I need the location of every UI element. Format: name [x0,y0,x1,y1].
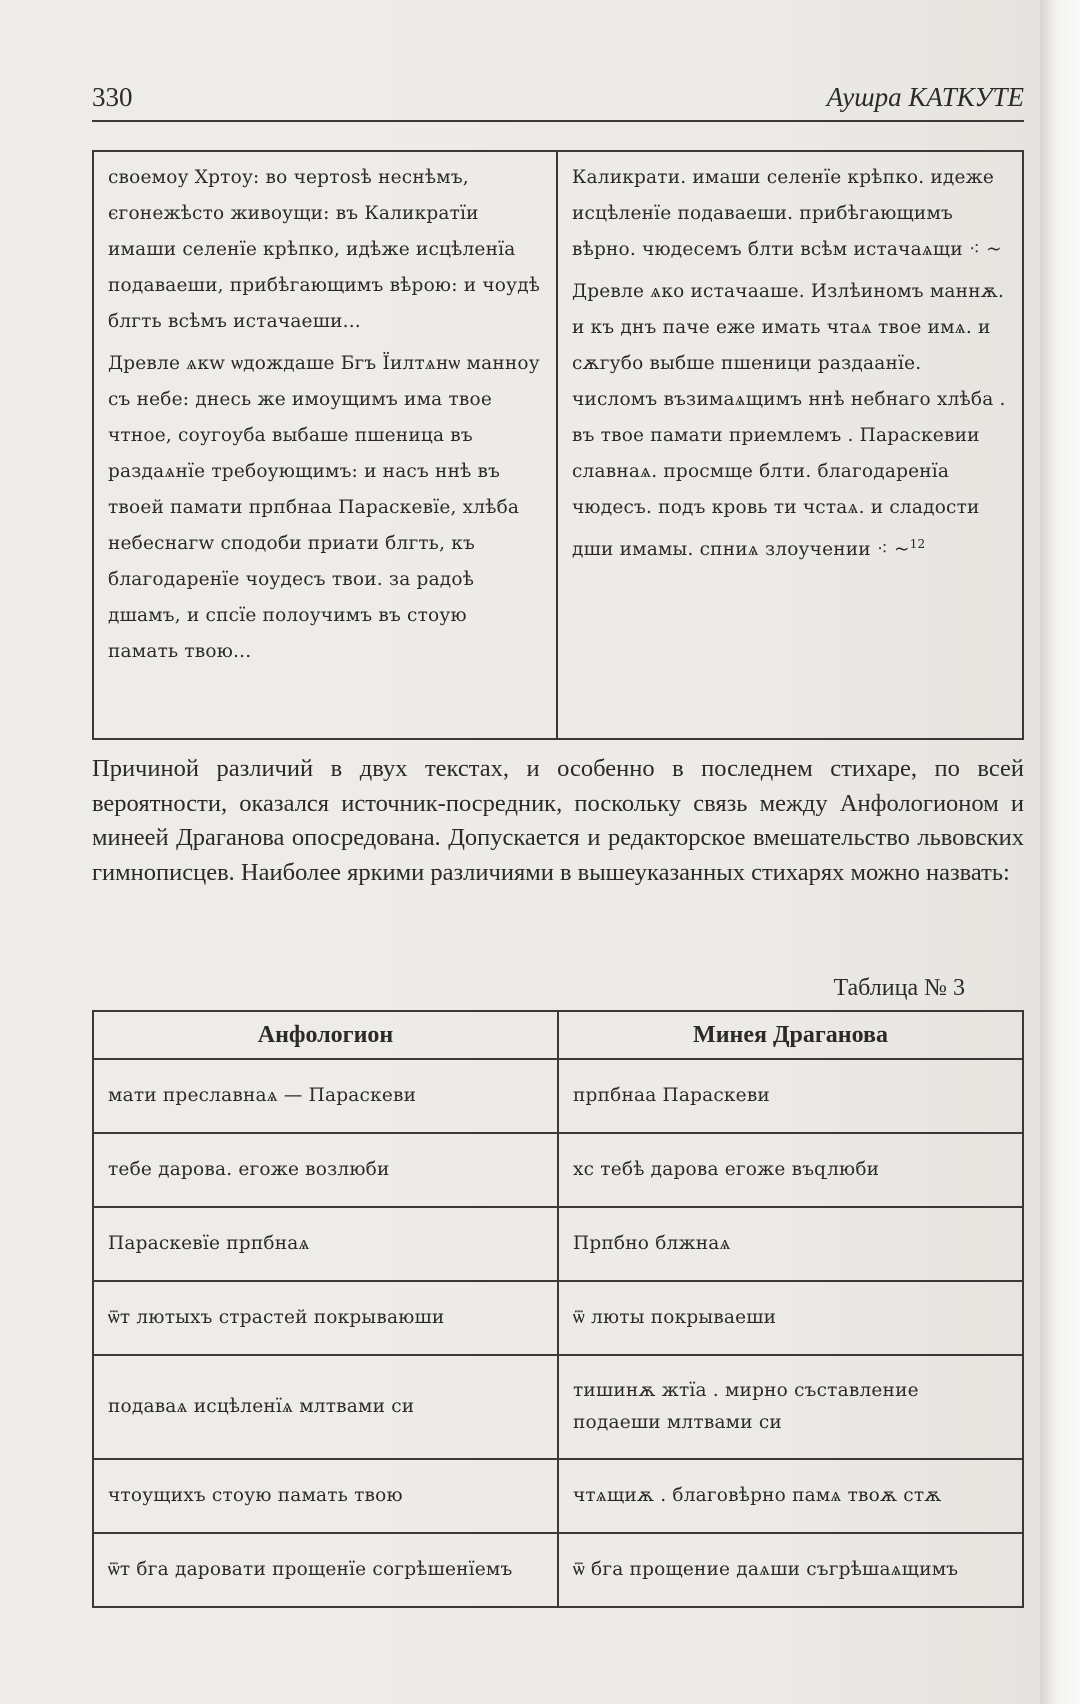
column-header-menaion: Минея Драганова [558,1011,1023,1059]
table-row [93,1133,1023,1207]
comparison-table [92,1010,1024,1608]
table-cell: прпбнаа Параскеви [558,1059,1023,1133]
left-stanza-2: Древле ѧкw ѡдождаше Бгъ Їилтѧнѡ манноу съ небе: днесь же имоущимъ има твое чтное, соугоуба выбаше пшеница въ раздаѧнїе требоующимъ: и насъ ннѣ въ твоей памати прпбнаа Параскевїе, хлѣба небеснагw сподоби приати блгть, къ благодаренїе чоудесъ твои. за радоѣ дшамъ, и спсїе полоучимъ въ стоую памать твою... [108,353,540,662]
table-row [93,1059,1023,1133]
right-stanza-2-text: Древле ѧко истачааше. Излѣиномъ маннѫ. и къ днъ паче еже имать чтаѧ твое имѧ. и сѫгубо выбше пшеници раздаанїе. числомъ възимаѧщимъ ннѣ небнаго хлѣба . въ твое памати приемлемъ . Параскевии славнаѧ. просмще блти. благодаренїа чюдесъ. подъ кровь ти чстаѧ. и сладости дши имамы. спниѧ злоучении ⁖ ~ [572,281,1006,561]
table-caption: Таблица № 3 [833,975,965,1001]
table-row [93,1355,1023,1459]
table-row [93,1281,1023,1355]
table-cell: ѿт лютыхъ страстей покрываюши [93,1281,558,1355]
table-row [93,1459,1023,1533]
column-header-anthologion: Анфологион [93,1011,558,1059]
footnote-ref: 12 [909,537,926,551]
table-cell: ѿт бга даровати прощенїе согрѣшенїемъ [93,1533,558,1607]
table-cell: чтѧщиѫ . благовѣрно памѧ твоѫ стѫ [558,1459,1023,1533]
running-head: Аушра КАТКУТЕ [826,82,1024,112]
table-cell: ѿ люты покрываеши [558,1281,1023,1355]
right-column-text [558,152,1022,738]
table-row [93,1533,1023,1607]
table-cell: чтоущихъ стоую памать твою [93,1459,558,1533]
table-cell: тишинѫ жтїа . мирно съставление подаеши млтвами си [558,1355,1023,1459]
table-cell: тебе дарова. егоже возлюби [93,1133,558,1207]
page-number: 330 [92,82,133,112]
table-cell: мати преславнаѧ — Параскеви [93,1059,558,1133]
body-paragraph: Причиной различий в двух текстах, и особенно в последнем стихаре, по всей вероятности, оказался источник-посредник, поскольку связь между Анфологионом и минеей Драганова опосредована. Допускается и редакторское вмешательство львовских гимнописцев. Наиболее яркими различиями в вышеуказанных стихарях можно назвать: [92,755,1024,886]
table-cell: хс тебѣ дарова егоже въզлюби [558,1133,1023,1207]
table-cell: Параскевїе прпбнаѧ [93,1207,558,1281]
page-edge [1040,0,1080,1704]
table-row [93,1207,1023,1281]
table-cell: подаваѧ исцѣленїѧ млтвами си [93,1355,558,1459]
page-header [92,70,1024,122]
left-column-text [94,152,558,738]
left-stanza-1: своемоу Хртоу: во чертоѕѣ неснѣмъ, єгонежѣсто живоущи: въ Каликратїи имаши селенїе крѣпко, идѣже исцѣленїа подаваеши, прибѣгающимъ вѣрою: и чоудѣ блгть всѣмъ истачаеши... [108,167,541,332]
right-stanza-1: Каликрати. имаши селенїе крѣпко. идеже исцѣленїе подаваеши. прибѣгающимъ вѣрно. чюдесемъ блти всѣм истачаѧщи ⁖ ~ [572,167,1002,260]
table-cell: ѿ бга прощение даѧши съгрѣшаѧщимъ [558,1533,1023,1607]
table-cell: Прпбно блжнаѧ [558,1207,1023,1281]
stichera-comparison-box [92,150,1024,740]
right-stanza-2 [572,274,1008,568]
table-header-row [93,1011,1023,1059]
